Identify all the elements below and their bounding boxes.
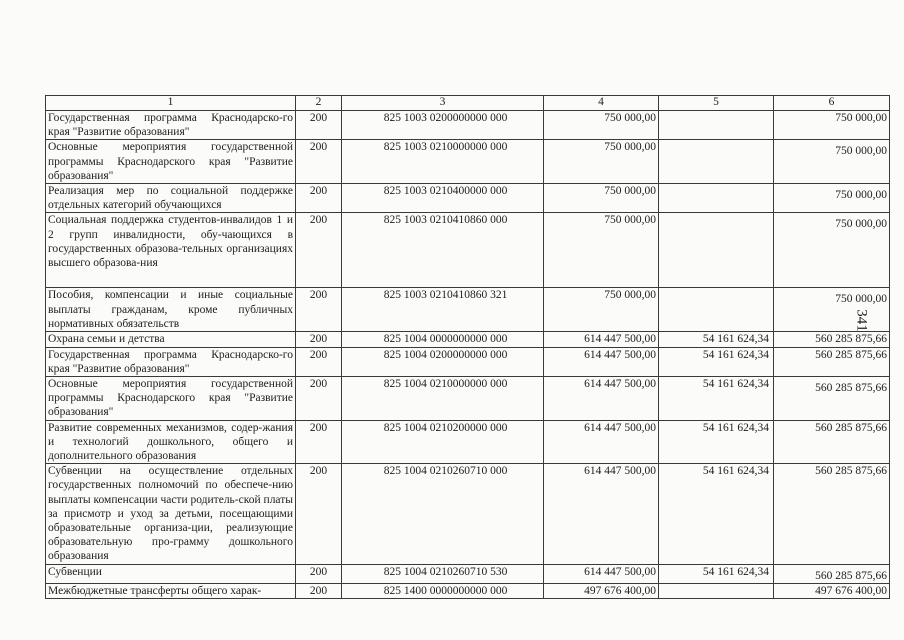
table-row [46,564,890,583]
page-number: 341 [853,309,870,332]
row-budget-code: 825 1004 0210260710 530 [342,564,544,583]
table-row [46,420,890,464]
row-amount-col4: 614 447 500,00 [544,347,659,376]
column-header-1: 1 [46,96,296,111]
row-amount-col6: 750 000,00 [774,213,890,288]
table-row [46,288,890,332]
row-code: 200 [296,564,342,583]
row-amount-col4: 750 000,00 [544,111,659,140]
row-amount-col4: 497 676 400,00 [544,583,659,598]
row-description: Основные мероприятия государственной программы Краснодарского края "Развитие образования" [46,377,296,421]
row-code: 200 [296,213,342,288]
column-header-2: 2 [296,96,342,111]
column-header-3: 3 [342,96,544,111]
row-code: 200 [296,111,342,140]
row-amount-col5: 54 161 624,34 [659,332,774,347]
row-budget-code: 825 1004 0210200000 000 [342,420,544,464]
row-budget-code: 825 1004 0000000000 000 [342,332,544,347]
row-budget-code: 825 1004 0210260710 000 [342,464,544,564]
row-budget-code: 825 1003 0210000000 000 [342,140,544,184]
table-row [46,464,890,564]
row-amount-col5 [659,583,774,598]
row-amount-col5 [659,140,774,184]
row-description: Государственная программа Краснодарско-го края "Развитие образования" [46,111,296,140]
row-amount-col6: 750 000,00 [774,288,890,332]
row-code: 200 [296,347,342,376]
row-description: Охрана семьи и детства [46,332,296,347]
row-amount-col6: 560 285 875,66 [774,377,890,421]
row-description: Основные мероприятия государственной программы Краснодарского края "Развитие образования" [46,140,296,184]
row-description: Межбюджетные трансферты общего харак- [46,583,296,598]
row-budget-code: 825 1003 0200000000 000 [342,111,544,140]
row-code: 200 [296,420,342,464]
row-amount-col5 [659,111,774,140]
column-header-6: 6 [774,96,890,111]
row-amount-col5: 54 161 624,34 [659,564,774,583]
table-row [46,347,890,376]
table-row [46,111,890,140]
row-code: 200 [296,377,342,421]
row-description: Государственная программа Краснодарско-го края "Развитие образования" [46,347,296,376]
row-code: 200 [296,332,342,347]
row-budget-code: 825 1400 0000000000 000 [342,583,544,598]
row-amount-col6: 560 285 875,66 [774,564,890,583]
row-amount-col4: 614 447 500,00 [544,420,659,464]
row-description: Социальная поддержка студентов-инвалидов 1 и 2 групп инвалидности, обу-чающихся в государственных образова-тельных организациях высшего образова-ния [46,213,296,288]
table-row [46,583,890,598]
table-row [46,377,890,421]
column-number-row [46,96,890,111]
row-amount-col4: 614 447 500,00 [544,377,659,421]
row-budget-code: 825 1004 0210000000 000 [342,377,544,421]
row-amount-col5 [659,213,774,288]
row-amount-col4: 750 000,00 [544,184,659,213]
column-header-4: 4 [544,96,659,111]
table-body [46,96,890,599]
table-row [46,184,890,213]
row-code: 200 [296,184,342,213]
row-amount-col6: 560 285 875,66 [774,420,890,464]
row-amount-col6: 497 676 400,00 [774,583,890,598]
row-amount-col5: 54 161 624,34 [659,347,774,376]
row-amount-col6: 750 000,00 [774,111,890,140]
row-description: Развитие современных механизмов, содер-жания и технологий дошкольного, общего и дополнительного образования [46,420,296,464]
row-amount-col4: 750 000,00 [544,140,659,184]
table-row [46,213,890,288]
row-amount-col4: 614 447 500,00 [544,332,659,347]
column-header-5: 5 [659,96,774,111]
row-description: Субвенции на осуществление отдельных государственных полномочий по обеспече-нию выплаты компенсации части родитель-ской платы за присмотр и уход за детьми, посещающими образовательные организа-ции, реализующие образовательную про-грамму дошкольного образования [46,464,296,564]
row-description: Реализация мер по социальной поддержке отдельных категорий обучающихся [46,184,296,213]
row-amount-col6: 750 000,00 [774,140,890,184]
row-amount-col5 [659,184,774,213]
row-budget-code: 825 1003 0210410860 000 [342,213,544,288]
row-amount-col4: 614 447 500,00 [544,564,659,583]
table-row [46,140,890,184]
row-description: Субвенции [46,564,296,583]
row-amount-col5: 54 161 624,34 [659,420,774,464]
row-amount-col4: 750 000,00 [544,213,659,288]
row-description: Пособия, компенсации и иные социальные выплаты гражданам, кроме публичных нормативных обязательств [46,288,296,332]
row-budget-code: 825 1004 0200000000 000 [342,347,544,376]
row-code: 200 [296,464,342,564]
row-amount-col6: 560 285 875,66 [774,464,890,564]
row-code: 200 [296,583,342,598]
row-amount-col5 [659,288,774,332]
budget-table [45,95,890,599]
table-row [46,332,890,347]
row-amount-col4: 614 447 500,00 [544,464,659,564]
row-code: 200 [296,140,342,184]
row-amount-col6: 560 285 875,66 [774,347,890,376]
row-amount-col4: 750 000,00 [544,288,659,332]
row-budget-code: 825 1003 0210400000 000 [342,184,544,213]
row-budget-code: 825 1003 0210410860 321 [342,288,544,332]
row-amount-col5: 54 161 624,34 [659,464,774,564]
row-code: 200 [296,288,342,332]
row-amount-col5: 54 161 624,34 [659,377,774,421]
row-amount-col6: 750 000,00 [774,184,890,213]
row-amount-col6: 560 285 875,66 [774,332,890,347]
